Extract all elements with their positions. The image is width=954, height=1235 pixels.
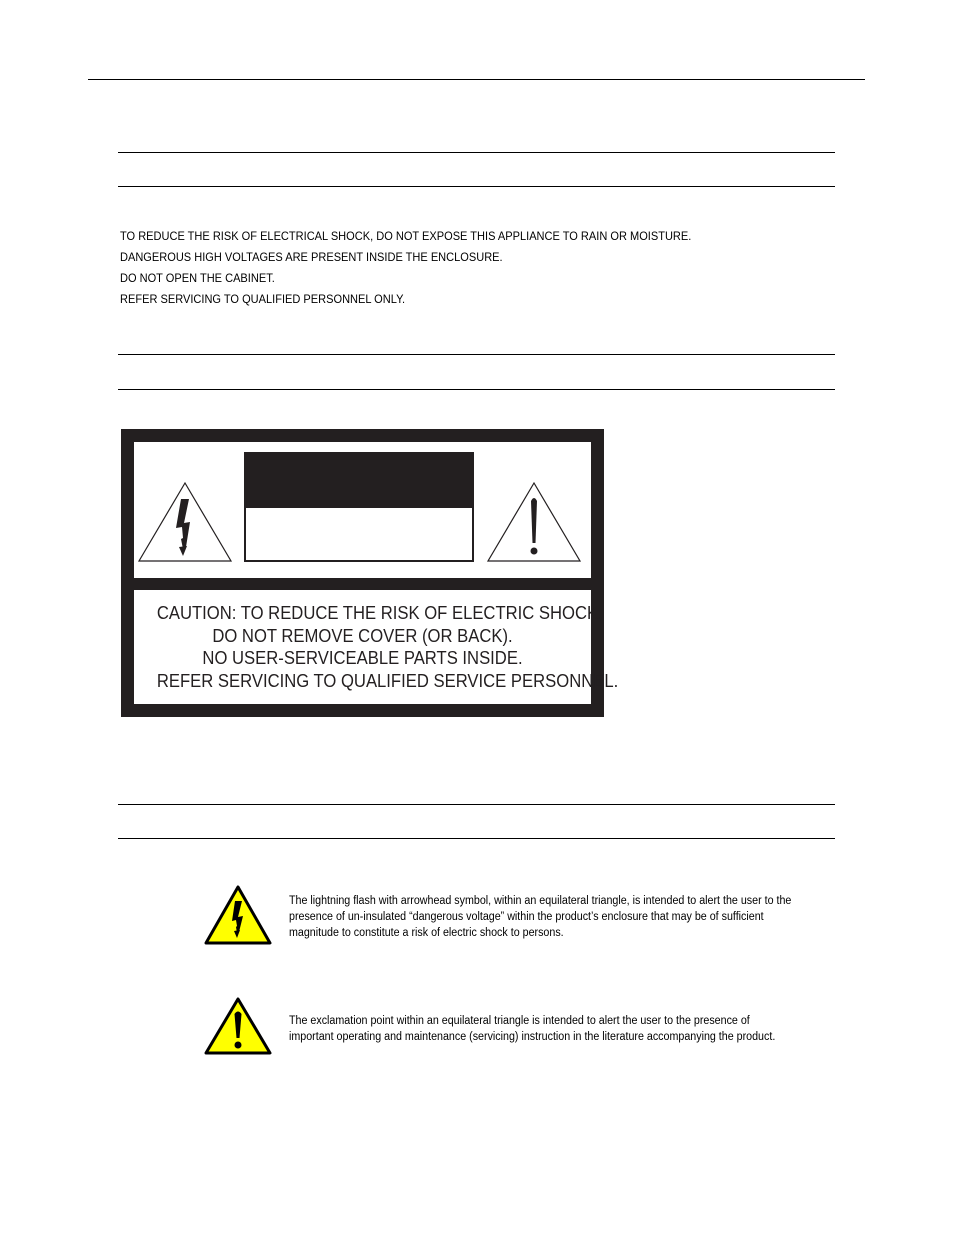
exclamation-warning-icon [204,996,272,1056]
lightning-symbol-description: The lightning flash with arrowhead symbol, within an equilateral triangle, is intended to alert the user to the presence of un-insulated “dangerous voltage” within the product’s enclosure that may be of sufficient magnitude to constitute a risk of electric shock to persons. [289,895,792,939]
lightning-triangle-icon [137,481,233,563]
caption-block-dark-band [246,454,472,508]
warning-line: DO NOT OPEN THE CABINET. [120,271,275,285]
warning-line: DANGEROUS HIGH VOLTAGES ARE PRESENT INSIDE THE ENCLOSURE. [120,250,503,264]
warning-line: TO REDUCE THE RISK OF ELECTRICAL SHOCK, DO NOT EXPOSE THIS APPLIANCE TO RAIN OR MOISTURE. [120,229,692,243]
section-rule [118,186,835,187]
exclamation-symbol-description: The exclamation point within an equilateral triangle is intended to alert the user to the presence of important operating and maintenance (servicing) instruction in the literature accompanying the product. [289,1015,776,1043]
section-rule [118,804,835,805]
caution-line: REFER SERVICING TO QUALIFIED SERVICE PERSONNEL. [156,669,619,691]
caution-label-text [134,602,619,692]
caution-label-caption-block [244,452,474,562]
section-rule [118,354,835,355]
caution-line: NO USER-SERVICEABLE PARTS INSIDE. [202,647,523,668]
header-rule [88,79,865,80]
warning-list [120,226,691,310]
section-rule [118,838,835,839]
section-rule [118,152,835,153]
caution-line: CAUTION: TO REDUCE THE RISK OF ELECTRIC SHOCK, [156,602,603,623]
warning-line: REFER SERVICING TO QUALIFIED PERSONNEL ONLY. [120,292,406,306]
lightning-warning-icon [204,884,272,946]
section-rule [118,389,835,390]
exclamation-triangle-icon [486,481,582,563]
caution-line: DO NOT REMOVE COVER (OR BACK). [212,624,513,646]
